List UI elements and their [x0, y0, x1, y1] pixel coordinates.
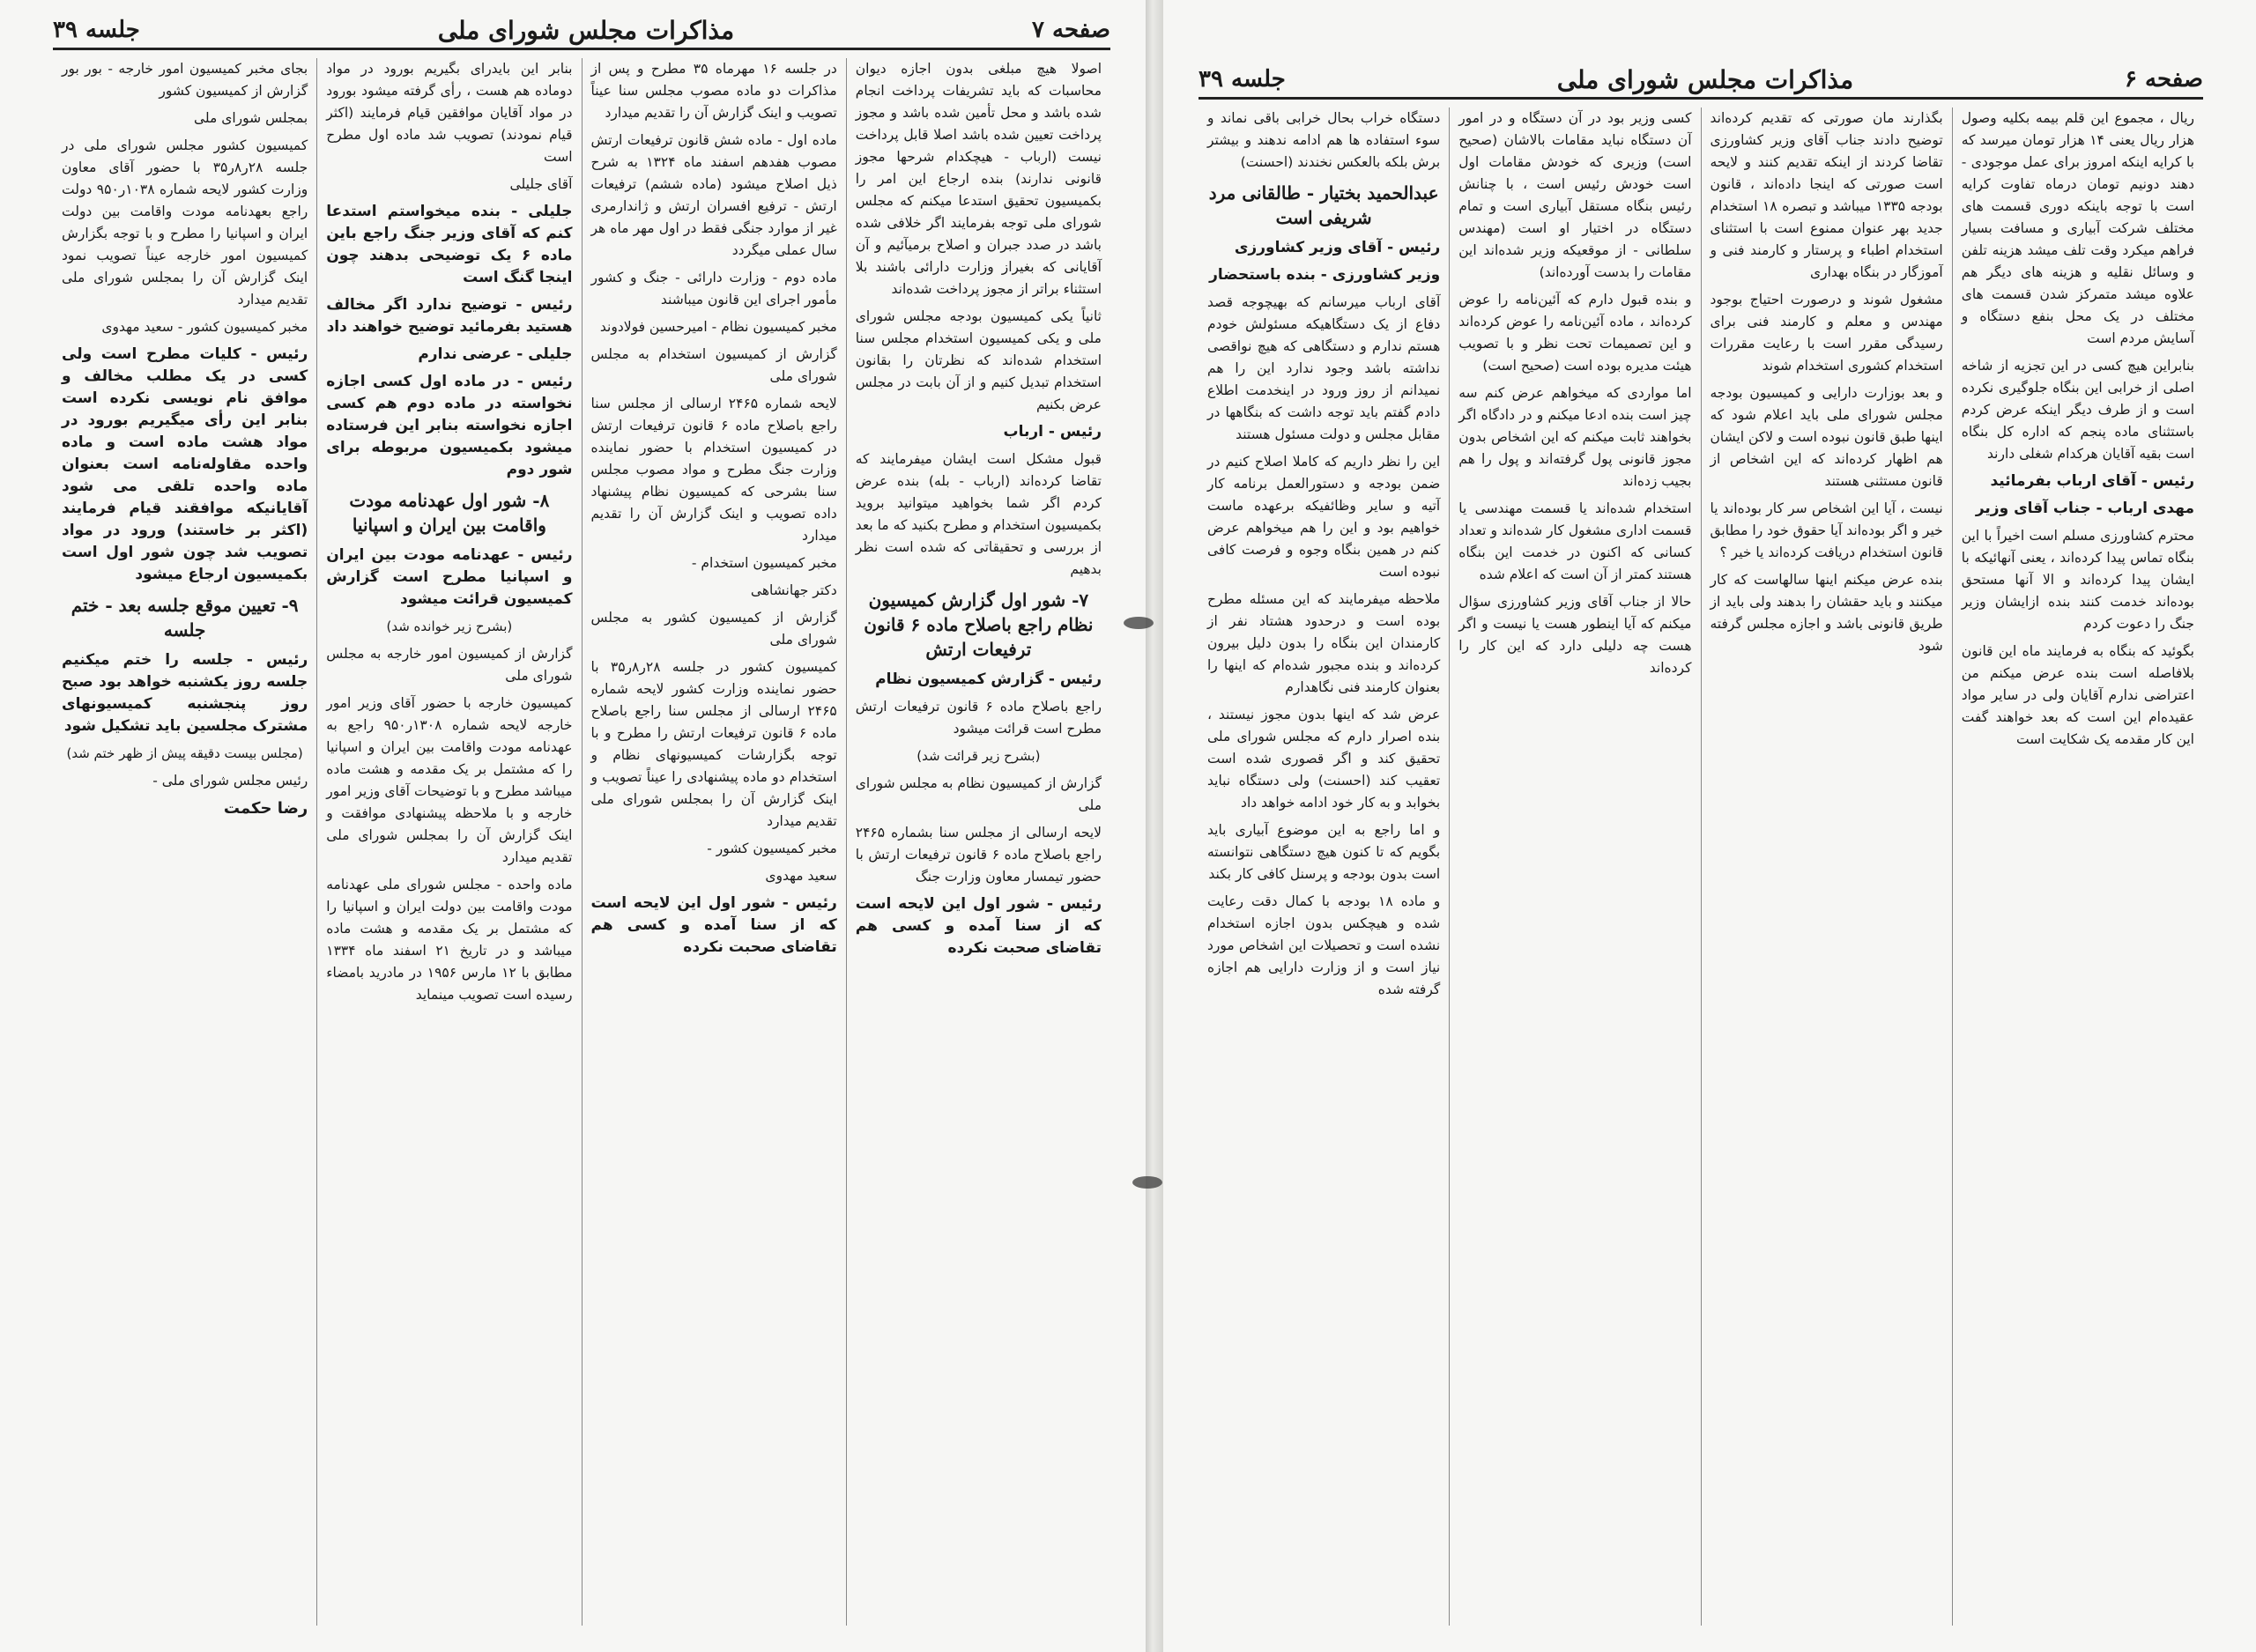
paragraph: کمیسیون کشور مجلس شورای ملی در جلسه ۲۸ر۸ر۳۵ با حضور آقای معاون وزارت کشور لایحه شماره ۱۰۳۸ر۹۵۰ دولت راجع بعهدنامه مودت واقامت بین دولت ایران و اسپانیا را مطرح و با توجه بگزارش کمیسیون امور خارجه عیناً تصویب نمود اینک گزارش آن را بمجلس شورای ملی تقدیم میدارد — [62, 137, 308, 307]
paragraph: لایحه ارسالی از مجلس سنا بشماره ۲۴۶۵ راجع باصلاح ماده ۶ قانون ترفیعات ارتش با حضور تیمسار معاون وزارت جنگ — [855, 825, 1102, 885]
paragraph: مخبر کمیسیون کشور - — [707, 841, 837, 856]
page-number: صفحه ۷ — [1032, 17, 1110, 43]
paragraph: ثانیاً یکی کمیسیون بودجه مجلس شورای ملی و یکی کمیسیون استخدام مجلس سنا استخدام شده‌اند که نظرتان را بقانون استخدام تبدیل کنیم و از آن بابت در مجلس عرض بکنیم — [855, 308, 1102, 412]
paragraph: کمیسیون خارجه با حضور آقای وزیر امور خارجه لایحه شماره ۱۳۰۸ر۹۵۰ راجع به عهدنامه مودت واقامت بین ایران و اسپانیا را که مشتمل بر یک مقدمه و هشت ماده میباشد مطرح و با توضیحات آقای وزیر امور خارجه و با ملاحظه پیشنهادی موافقت و اینک گزارش آن را بمجلس شورای ملی تقدیم میدارد — [326, 695, 573, 865]
speaker-line: رئیس - ارباب — [1003, 423, 1102, 441]
paragraph: و ماده ۱۸ بودجه با کمال دقت رعایت شده و هیچکس بدون اجازه استخدام نشده است و تحصیلات این اشخاص مورد نیاز است و از وزارت دارایی هم اجازه گرفته شده — [1207, 893, 1441, 997]
paragraph: و بعد بوزارت دارایی و کمیسیون بودجه مجلس شورای ملی باید اعلام شود که اینها طبق قانون نبوده است و لاکن ایشان هم اظهار کرده‌اند که این اشخاص از قانون مستثنی هستند — [1710, 385, 1943, 489]
paragraph: ماده اول - ماده شش قانون ترفیعات ارتش مصوب هفدهم اسفند ماه ۱۳۲۴ به شرح ذیل اصلاح میشود (ماده ششم) ترفیعات ارتش - ترفیع افسران ارتش و ژاندارمری غیر از موارد جنگی فقط در اول مهر ماه هر سال عملی میگردد — [590, 132, 837, 258]
speaker-line: رئیس - توضیح ندارد اگر مخالف هستید بفرمائید توضیح خواهند داد — [326, 296, 573, 336]
text-column — [53, 58, 316, 1626]
paragraph: و اما راجع به این موضوع آبیاری باید بگویم که تا کنون هیچ دستگاهی نتوانسته است بدون بودجه و پرسنل کافی کار بکند — [1207, 822, 1441, 882]
paragraph: گزارش از کمیسیون کشور به مجلس شورای ملی — [590, 610, 837, 648]
paragraph: مخبر کمیسیون استخدام - — [691, 555, 837, 571]
section-heading: ۹- تعیین موقع جلسه بعد - ختم جلسه — [70, 595, 299, 641]
paragraph: ملاحظه میفرمایند که این مسئله مطرح بوده است و درحدود هشتاد نفر از کارمندان این بنگاه را بدون دلیل بیرون کرده‌اند و بنده مجبور شده‌ام که اینها را بعنوان کارمند فنی نگاهدارم — [1207, 591, 1441, 695]
speaker-line: رئیس - آقای وزیر کشاورزی — [1234, 239, 1441, 256]
paragraph: ماده واحده - مجلس شورای ملی عهدنامه مودت واقامت بین دولت ایران و اسپانیا را که مشتمل بر یک مقدمه و هشت ماده میباشد و در تاریخ ۲۱ اسفند ماه ۱۳۳۴ مطابق با ۱۲ مارس ۱۹۵۶ در مادرید بامضاء رسیده است تصویب مینماید — [326, 877, 573, 1003]
transcript-note: (بشرح زیر خوانده شد) — [386, 619, 513, 634]
section-heading: ۷- شور اول گزارش کمیسیون نظام راجع باصلاح ماده ۶ قانون ترفیعات ارتش — [864, 589, 1094, 660]
transcript-note: (مجلس بیست دقیقه پیش از ظهر ختم شد) — [66, 745, 303, 761]
paragraph: کسی وزیر بود در آن دستگاه و در امور آن دستگاه نباید مقامات بالاشان (صحیح است) وزیری که خودش مقامات اول است خودش رئیس است ، با چنانش رئیس بنگاه مستقل آبیاری است و تمام دستگاه در اختیار او است (مهندس سلطانی - از موقعیکه وزیر شده‌اند این مقامات را بدست آورده‌اند) — [1458, 110, 1692, 280]
text-column — [846, 58, 1110, 1626]
paragraph: بگذارند مان صورتی که تقدیم کرده‌اند توضیح دادند جناب آقای وزیر کشاورزی تقاضا کردند از اینکه تقدیم کنند و لایحه است صورتی که اینجا داده‌اند ، قانون بودجه ۱۳۳۵ میباشد و تبصره ۱۸ استخدام جدید بهر عنوان ممنوع است با استثنای استخدام اطباء و پرستار و کارمند فنی و آموزگار در بنگاه بهداری — [1710, 110, 1943, 280]
speaker-line: رئیس - گزارش کمیسیون نظام — [875, 670, 1102, 688]
paragraph: رئیس مجلس شورای ملی - — [152, 773, 308, 789]
left-page-header — [53, 12, 1110, 50]
session-number: جلسه ۳۹ — [1198, 66, 1286, 93]
signature: رضا حکمت — [223, 799, 308, 818]
paragraph: بنده عرض میکنم اینها سالهاست که کار میکنند و باید حقشان را بدهند ولی باید از طریق قانونی باشد و اجازه مجلس گرفته شود — [1710, 572, 1943, 654]
speaker-line: رئیس - شور اول این لایحه است که از سنا آمده و کسی هم تقاضای صحبت نکرده — [855, 895, 1102, 957]
speaker-line: رئیس - در ماده اول کسی اجازه نخواسته در ماده دوم هم کسی اجازه نخواسته بنابر این فرستاده میشود بکمیسیون مربوطه برای شور دوم — [326, 373, 573, 478]
paragraph: گزارش از کمیسیون امور خارجه به مجلس شورای ملی — [326, 646, 573, 684]
section-heading: عبدالحمید بختیار - طالقانی مرد شریفی است — [1208, 182, 1439, 228]
paragraph: در جلسه ۱۶ مهرماه ۳۵ مطرح و پس از مذاکرات دو ماده مصوب مجلس سنا عیناً تصویب و اینک گزارش آن را تقدیم میدارد — [590, 61, 837, 121]
paragraph: عرض شد که اینها بدون مجوز نیستند ، بنده اصرار دارم که مجلس شورای ملی تحقیق کند و اگر قصوری شده است تعقیب کند (احسنت) ولی دستگاه نباید بخوابد و به کار خود ادامه خواهد داد — [1207, 707, 1441, 811]
paragraph: گزارش از کمیسیون استخدام به مجلس شورای ملی — [590, 346, 837, 384]
right-page-columns — [1198, 107, 2203, 1626]
book-spine — [1146, 0, 1163, 1652]
speaker-line: وزیر کشاورزی - بنده باستحضار — [1209, 266, 1441, 284]
page-running-title: مذاکرات مجلس شورای ملی — [1556, 64, 1854, 94]
paragraph: حالا از جناب آقای وزیر کشاورزی سؤال میکنم که آیا اینطور هست یا نیست و اگر هست چه دلیلی دارد که این کار را کرده‌اند — [1458, 594, 1692, 676]
text-column — [1701, 107, 1952, 1626]
transcript-note: (بشرح زیر قرائت شد) — [916, 748, 1041, 764]
paragraph: مخبر کمیسیون نظام - امیرحسین فولادوند — [599, 319, 837, 335]
paragraph: بجای مخبر کمیسیون امور خارجه - بور بور گزارش از کمیسیون کشور — [62, 61, 308, 99]
section-heading: ۸- شور اول عهدنامه مودت واقامت بین ایران و اسپانیا — [349, 490, 550, 536]
paragraph: دستگاه خراب بحال خرابی باقی نماند و سوء استفاده ها هم ادامه ندهند و بیشتر برش بلکه بالعکس نخندند (احسنت) — [1207, 110, 1441, 170]
speaker-line: رئیس - شور اول این لایحه است که از سنا آمده و کسی هم تقاضای صحبت نکرده — [590, 894, 837, 956]
text-column — [1198, 107, 1449, 1626]
paragraph: بگوئید که بنگاه به فرمایند ماه این قانون بلافاصله است بنده عرض میکنم من اعتراضی ندارم آقایان ولی در سایر مواد عقیده‌ام این است که بعد خواهند گفت این کار مقدمه یک شکایت است — [1961, 643, 2194, 747]
paragraph: بمجلس شورای ملی — [193, 110, 308, 126]
right-page-header — [1198, 62, 2203, 100]
text-column — [316, 58, 581, 1626]
paragraph: آقای جلیلی — [509, 176, 573, 192]
paragraph: اما مواردی که میخواهم عرض کنم سه چیز است بنده ادعا میکنم و در دادگاه اگر بخواهند ثابت میکنم که این اشخاص بدون مجوز قانونی پول گرفته‌اند و پول را هم بجیب زده‌اند — [1458, 385, 1692, 489]
speaker-line: جلیلی - عرضی ندارم — [418, 345, 573, 363]
speaker-line: رئیس - عهدنامه مودت بین ایران و اسپانیا مطرح است گزارش کمیسیون قرائت میشود — [326, 546, 573, 608]
paragraph: بنابراین هیچ کسی در این تجزیه از شاخه اصلی از خرابی این بنگاه جلوگیری نکرده است و از طرف دیگر اینکه عرض کردم باستثنای ماده پنجم که اداره کل بنگاه است بقیه آقایان هرکدام شغلی دارند — [1961, 358, 2194, 462]
paragraph: دکتر جهانشاهی — [750, 582, 837, 598]
speaker-line: جلیلی - بنده میخواستم استدعا کنم که آقای وزیر جنگ راجع باین ماده ۶ یک توضیحی بدهند چون اینجا گنگ است — [326, 203, 573, 286]
paragraph: مشغول شوند و درصورت احتیاج بوجود مهندس و معلم و کارمند فنی برای رسیدگی مقرر است با رعایت مقررات استخدام کشوری استخدام شوند — [1710, 292, 1943, 374]
session-number: جلسه ۳۹ — [53, 17, 140, 43]
paragraph: گزارش از کمیسیون نظام به مجلس شورای ملی — [855, 775, 1102, 813]
binding-hole-mark — [1124, 617, 1154, 629]
paragraph: راجع باصلاح ماده ۶ قانون ترفیعات ارتش مطرح است قرائت میشود — [855, 699, 1102, 737]
paragraph: این را نظر داریم که کاملا اصلاح کنیم در ضمن بودجه و دستورالعمل برنامه کار آتیه و سایر وظائفیکه برعهده ماست خواهیم بود و این را هم میخواهم عرض کنم در همین بنگاه وجوه و فرصت کافی نبوده است — [1207, 454, 1441, 580]
left-page-columns — [53, 58, 1110, 1626]
text-column — [582, 58, 846, 1626]
paragraph: مخبر کمیسیون کشور - سعید مهدوی — [101, 319, 308, 335]
page-running-title: مذاکرات مجلس شورای ملی — [437, 15, 735, 45]
speaker-line: رئیس - آقای ارباب بفرمائید — [1990, 472, 2194, 490]
paragraph: قبول مشکل است ایشان میفرمایند که تقاضا کرده‌اند (ارباب - بله) بنده عرض کردم اگر شما بخواهید میتوانید بروید بکمیسیون استخدام و مطرح بکنید که ما بعد از بررسی و تحقیقاتی که شده است نظر بدهیم — [855, 451, 1102, 577]
speaker-line: مهدی ارباب - جناب آقای وزیر — [1975, 500, 2194, 517]
paragraph: ماده دوم - وزارت دارائی - جنگ و کشور مأمور اجرای این قانون میباشند — [590, 270, 837, 307]
paragraph: کمیسیون کشور در جلسه ۲۸ر۸ر۳۵ با حضور نماینده وزارت کشور لایحه شماره ۲۴۶۵ ارسالی از مجلس سنا راجع باصلاح ماده ۶ قانون ترفیعات ارتش را مطرح و با توجه بگزارشات کمیسیونهای نظام و استخدام دو ماده پیشنهادی را عیناً تصویب و اینک گزارش آن را بمجلس شورای ملی تقدیم میدارد — [590, 659, 837, 829]
paragraph: سعید مهدوی — [765, 868, 837, 884]
paragraph: استخدام شده‌اند یا قسمت مهندسی یا قسمت اداری مشغول کار شده‌اند و تعداد کسانی که اکنون در خدمت این بنگاه هستند کمتر از آن است که اعلام شده — [1458, 500, 1692, 582]
paragraph: اصولا هیچ مبلغی بدون اجازه دیوان محاسبات که باید تشریفات پرداخت انجام شده باشد و محل تأمین شده باشد و مجوز پرداخت تعیین شده باشد اصلا قابل پرداخت نیست (ارباب - هیچکدام شرحها مجوز قانونی ندارند) بنده ارجاع این امر را بکمیسیون تحقیق استدعا میکنم که مجلس شورای ملی توجه بفرمایند اگر خلافی شده باشد در صدد جبران و اصلاح برمیآئیم و آن آقایانی که بغیراز وزارت دارائی باشند بلا استثناء براتر از مجوز پرداخت شده‌اند — [855, 61, 1102, 297]
speaker-line: رئیس - جلسه را ختم میکنیم جلسه روز یکشنبه خواهد بود صبح روز پنجشنبه کمیسیونهای مشترک مجلسین باید تشکیل شود — [62, 651, 308, 735]
paragraph: بنابر این بایدرای بگیریم بورود در مواد دوماده هم هست ، رأی گرفته میشود بورود در مواد آقایان موافقین قیام فرمایند (اکثر قیام نمودند) تصویب شد ماده اول مطرح است — [326, 61, 573, 165]
paragraph: لایحه شماره ۲۴۶۵ ارسالی از مجلس سنا راجع باصلاح ماده ۶ قانون ترفیعات ارتش در کمیسیون استخدام با حضور نماینده وزارت جنگ مطرح و مواد مصوب مجلس سنا بشرحی که کمیسیون نظام پیشنهاد داده تصویب و اینک گزارش آن را تقدیم میدارد — [590, 396, 837, 544]
text-column — [1449, 107, 1700, 1626]
page-number: صفحه ۶ — [2125, 66, 2203, 93]
binding-hole-mark — [1132, 1176, 1162, 1189]
text-column — [1952, 107, 2203, 1626]
paragraph: نیست ، آیا این اشخاص سر کار بوده‌اند یا خیر و اگر بوده‌اند آیا حقوق خود را مطابق قانون استخدام دریافت کرده‌اند یا خیر ؟ — [1710, 500, 1943, 560]
paragraph: و بنده قبول دارم که آئین‌نامه را عوض کرده‌اند ، ماده آئین‌نامه را عوض کرده‌اند و این تصمیمات تحت نظر و با تصویب هیئت مدیره بوده است (صحیح است) — [1458, 292, 1692, 374]
speaker-line: رئیس - کلیات مطرح است ولی کسی در یک مطلب مخالف و موافق نام نویسی نکرده است بنابر این رأی میگیریم بورود در مواد هشت ماده است و ماده واحده مقاوله‌نامه است بعنوان ماده واحده تلقی می شود آقایانیکه موافقند قیام فرمایند (اکثر بر خاستند) ورود در مواد تصویب شد چون شور اول است بکمیسیون ارجاع میشود — [62, 345, 308, 583]
paragraph: محترم کشاورزی مسلم است اخیراً با این بنگاه تماس پیدا کرده‌اند ، یعنی آنهائیکه با ایشان پیدا کرده‌اند و الا آنها مستحق بوده‌اند خدمت کنند بنده ازایشان وزیر جنگ را دعوت کردم — [1961, 528, 2194, 632]
right-page — [1163, 0, 2256, 1652]
paragraph: آقای ارباب میرسانم که بهیچوجه قصد دفاع از یک دستگاهیکه مسئولش خودم هستم ندارم و دستگاهی که هیچ نواقصی نداشته باشد وجود ندارد این را هم نمیدانم از روز ورود در اینخدمت اطلاع دادم گفتم باید توجه داشت که بنگاهها در مقابل مجلس و دولت مسئول هستند — [1207, 294, 1441, 442]
paragraph: ریال ، مجموع این قلم بیمه بکلیه وصول هزار ریال یعنی ۱۴ هزار تومان میرسد که با کرایه اینکه امروز برای عمل موجودی - دهند دونیم تومان درماه تفاوت کرایه است با توجه باینکه دوری قسمت های مختلف شرکت آبیاری و مسافت بسیار فراهم میکرد وقت تلف میشد هزینه تلفن و وسائل نقلیه و هزینه های دیگر هم علاوه میشد متمرکز شدن قسمت های مختلف در یک محل بنفع دستگاه و آسایش مردم است — [1961, 110, 2194, 346]
